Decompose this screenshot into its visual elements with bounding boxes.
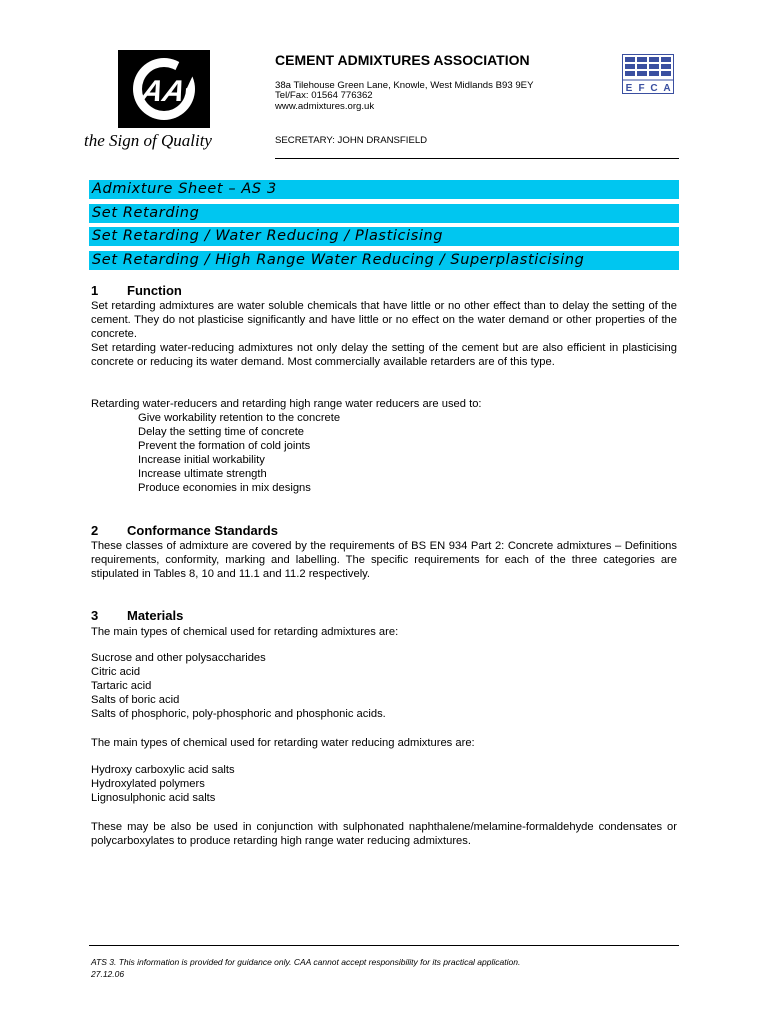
list-item: Tartaric acid bbox=[91, 680, 152, 692]
org-name: CEMENT ADMIXTURES ASSOCIATION bbox=[275, 52, 530, 68]
org-telfax: Tel/Fax: 01564 776362 bbox=[275, 90, 373, 101]
logo-letters: AA bbox=[138, 75, 189, 108]
list-item: Sucrose and other polysaccharides bbox=[91, 652, 266, 664]
function-paragraph-2: Set retarding water-reducing admixtures not only delay the setting of the cement but are also efficient in plasticising concrete or reducing its water demand. Most commercially available retarders are of this type. bbox=[91, 342, 677, 368]
banner-sheet-title: Admixture Sheet – AS 3 bbox=[89, 180, 679, 199]
caa-logo-icon bbox=[118, 50, 210, 128]
efca-letter-a: A bbox=[663, 83, 671, 94]
section-title: Materials bbox=[127, 608, 184, 623]
footer bbox=[91, 956, 520, 980]
section-heading-conformance bbox=[91, 523, 278, 538]
materials-intro-1: The main types of chemical used for retarding admixtures are: bbox=[91, 626, 399, 638]
footer-date: 27.12.06 bbox=[91, 969, 125, 979]
list-item: Prevent the formation of cold joints bbox=[138, 440, 311, 452]
list-item: Lignosulphonic acid salts bbox=[91, 792, 216, 804]
section-heading-function bbox=[91, 283, 182, 298]
header-divider bbox=[275, 158, 679, 159]
section-title: Conformance Standards bbox=[127, 523, 278, 538]
list-item: Produce economies in mix designs bbox=[138, 482, 311, 494]
list-item: Increase ultimate strength bbox=[138, 468, 267, 480]
conformance-paragraph: These classes of admixture are covered by the requirements of BS EN 934 Part 2: Concrete admixtures – Definitions requirements, conformity, marking and labelling. The specific requirements for each of the three categories are stipulated in Tables 8, 10 and 11.1 and 11.2 respectively. bbox=[91, 540, 677, 580]
efca-logo-icon bbox=[622, 54, 674, 94]
section-title: Function bbox=[127, 283, 182, 298]
list-item: Delay the setting time of concrete bbox=[138, 426, 305, 438]
section-heading-materials bbox=[91, 608, 183, 623]
org-address: 38a Tilehouse Green Lane, Knowle, West Midlands B93 9EY bbox=[275, 80, 534, 91]
banner-set-retarding: Set Retarding bbox=[89, 204, 679, 223]
footer-disclaimer: ATS 3. This information is provided for guidance only. CAA cannot accept responsibility for its practical application. bbox=[91, 957, 521, 967]
footer-divider bbox=[89, 945, 679, 946]
section-number: 2 bbox=[91, 523, 99, 538]
efca-letter-c: C bbox=[650, 83, 658, 94]
section-number: 3 bbox=[91, 608, 99, 623]
tagline: the Sign of Quality bbox=[84, 131, 212, 150]
banner-superplasticising: Set Retarding / High Range Water Reducing / Superplasticising bbox=[89, 251, 679, 270]
efca-letter-e: E bbox=[625, 83, 633, 94]
efca-letter-f: F bbox=[638, 83, 645, 94]
function-paragraph-1: Set retarding admixtures are water soluble chemicals that have little or no other effect than to delay the setting of the cement. They do not plasticise significantly and have little or no effect on the water demand or other properties of the concrete. bbox=[91, 300, 677, 340]
section-number: 1 bbox=[91, 283, 99, 298]
list-item: Hydroxy carboxylic acid salts bbox=[91, 764, 235, 776]
materials-closing-paragraph: These may be also be used in conjunction with sulphonated naphthalene/melamine-formaldehyde condensates or polycarboxylates to produce retarding high range water reducing admixtures. bbox=[91, 821, 677, 847]
list-item: Increase initial workability bbox=[138, 454, 265, 466]
org-website[interactable]: www.admixtures.org.uk bbox=[275, 101, 375, 112]
function-uses-intro: Retarding water-reducers and retarding high range water reducers are used to: bbox=[91, 398, 482, 410]
caa-logo bbox=[118, 50, 210, 128]
list-item: Give workability retention to the concrete bbox=[138, 412, 341, 424]
list-item: Citric acid bbox=[91, 666, 141, 678]
banner-water-reducing: Set Retarding / Water Reducing / Plasticising bbox=[89, 227, 679, 246]
materials-intro-2: The main types of chemical used for retarding water reducing admixtures are: bbox=[91, 737, 475, 749]
list-item: Hydroxylated polymers bbox=[91, 778, 205, 790]
org-secretary: SECRETARY: JOHN DRANSFIELD bbox=[275, 135, 428, 146]
efca-logo bbox=[622, 54, 674, 94]
list-item: Salts of phosphoric, poly-phosphoric and phosphonic acids. bbox=[91, 708, 386, 720]
list-item: Salts of boric acid bbox=[91, 694, 180, 706]
